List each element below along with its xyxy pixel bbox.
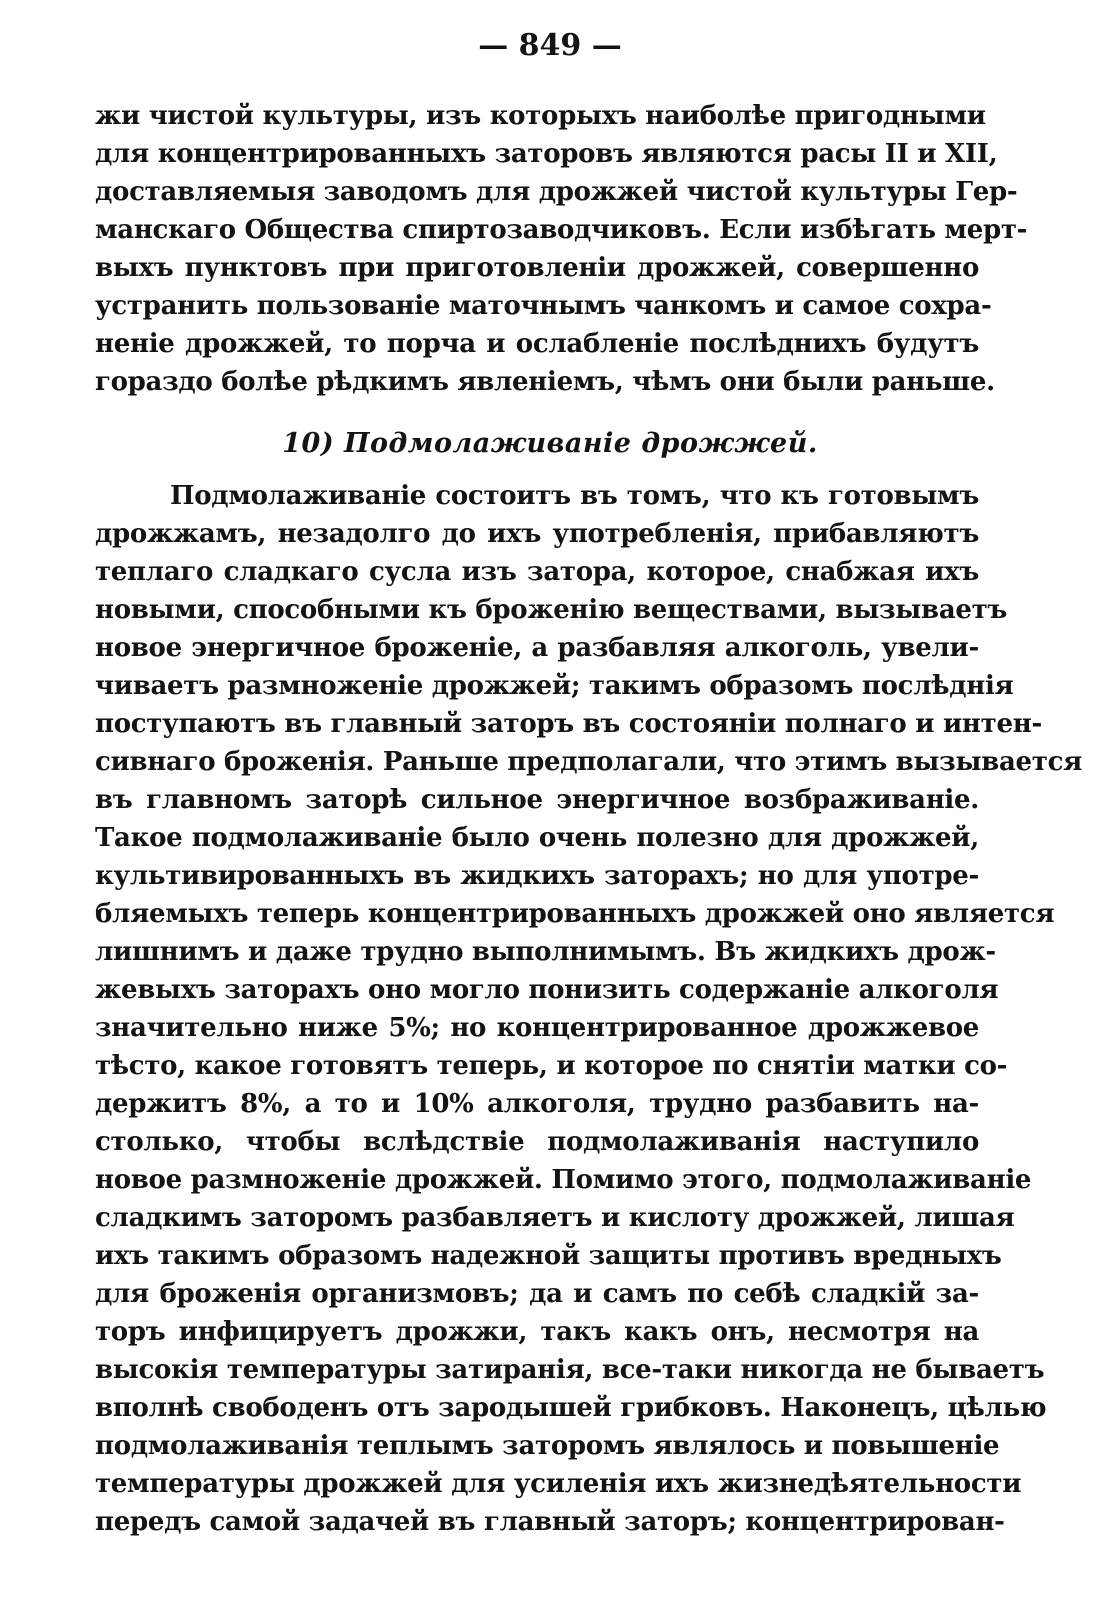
page-number: — 849 — <box>478 28 622 63</box>
paragraph-line: Такое подмолаживаніе было очень полезно для дрожжей, <box>95 823 979 853</box>
paragraph-line: въ главномъ заторѣ сильное энергичное возбраживаніе. <box>95 785 979 815</box>
paragraph-line: бляемыхъ теперь концентрированныхъ дрожжей оно является <box>95 899 1055 929</box>
paragraph-line: теплаго сладкаго сусла изъ затора, которое, снабжая ихъ <box>95 557 979 587</box>
paragraph-line: выхъ пунктовъ при приготовленіи дрожжей, совершенно <box>95 253 979 283</box>
paragraph-line: манскаго Общества спиртозаводчиковъ. Если избѣгать мерт- <box>95 215 1028 245</box>
paragraph-line: держитъ 8%, а то и 10% алкоголя, трудно разбавить на- <box>95 1089 979 1119</box>
paragraph-line: тѣсто, какое готовятъ теперь, и которое по снятіи матки со- <box>95 1051 1008 1081</box>
paragraph-line: вполнѣ свободенъ отъ зародышей грибковъ. Наконецъ, цѣлью <box>95 1393 1047 1423</box>
paragraph-line: температуры дрожжей для усиленія ихъ жизнедѣятельности <box>95 1469 1022 1499</box>
paragraph-line: новое энергичное броженіе, а разбавляя алкоголь, увели- <box>95 633 979 663</box>
paragraph-line: передъ самой задачей въ главный заторъ; концентрирован- <box>95 1507 1005 1537</box>
paragraph-line: устранить пользованіе маточнымъ чанкомъ и самое сохра- <box>95 291 992 321</box>
paragraph-line: дрожжамъ, незадолго до ихъ употребленія, прибавляютъ <box>95 519 979 549</box>
section-heading: 10) Подмолаживаніе дрожжей. <box>282 428 818 459</box>
paragraph-line: гораздо болѣе рѣдкимъ явленіемъ, чѣмъ они были раньше. <box>95 367 995 397</box>
paragraph-line: жи чистой культуры, изъ которыхъ наиболѣе пригодными <box>95 101 986 131</box>
paragraph-line: чиваетъ размноженіе дрожжей; такимъ образомъ послѣднія <box>95 671 1014 701</box>
paragraph-line: доставляемыя заводомъ для дрожжей чистой культуры Гер- <box>95 177 1018 207</box>
paragraph-line: культивированныхъ въ жидкихъ заторахъ; но для употре- <box>95 861 979 891</box>
paragraph-line: новыми, способными къ броженію веществами, вызываетъ <box>95 595 1008 625</box>
paragraph-line: подмолаживанія теплымъ заторомъ являлось и повышеніе <box>95 1431 1000 1461</box>
paragraph-line: неніе дрожжей, то порча и ослабленіе послѣднихъ будутъ <box>95 329 979 359</box>
paragraph-line: жевыхъ заторахъ оно могло понизить содержаніе алкоголя <box>95 975 999 1005</box>
paragraph-line: торъ инфицируетъ дрожжи, такъ какъ онъ, несмотря на <box>95 1317 979 1347</box>
paragraph-line: новое размноженіе дрожжей. Помимо этого, подмолаживаніе <box>95 1165 1032 1195</box>
paragraph-line: лишнимъ и даже трудно выполнимымъ. Въ жидкихъ дрож- <box>95 937 996 967</box>
paragraph-line: ихъ такимъ образомъ надежной защиты противъ вредныхъ <box>95 1241 1002 1271</box>
paragraph-line: значительно ниже 5%; но концентрированное дрожжевое <box>95 1013 979 1043</box>
paragraph-line: высокія температуры затиранія, все-таки никогда не бываетъ <box>95 1355 1045 1385</box>
paragraph-line: сивнаго броженія. Раньше предполагали, что этимъ вызывается <box>95 747 1083 777</box>
paragraph-line: для концентрированныхъ заторовъ являются расы II и XII, <box>95 139 998 169</box>
paragraph-line: Подмолаживаніе состоитъ въ томъ, что къ готовымъ <box>170 481 979 511</box>
paragraph-line: столько, чтобы вслѣдствіе подмолаживанія наступило <box>95 1127 979 1157</box>
paragraph-line: для броженія организмовъ; да и самъ по себѣ сладкій за- <box>95 1279 979 1309</box>
paragraph-line: поступаютъ въ главный заторъ въ состояніи полнаго и интен- <box>95 709 1042 739</box>
paragraph-line: сладкимъ заторомъ разбавляетъ и кислоту дрожжей, лишая <box>95 1203 1015 1233</box>
